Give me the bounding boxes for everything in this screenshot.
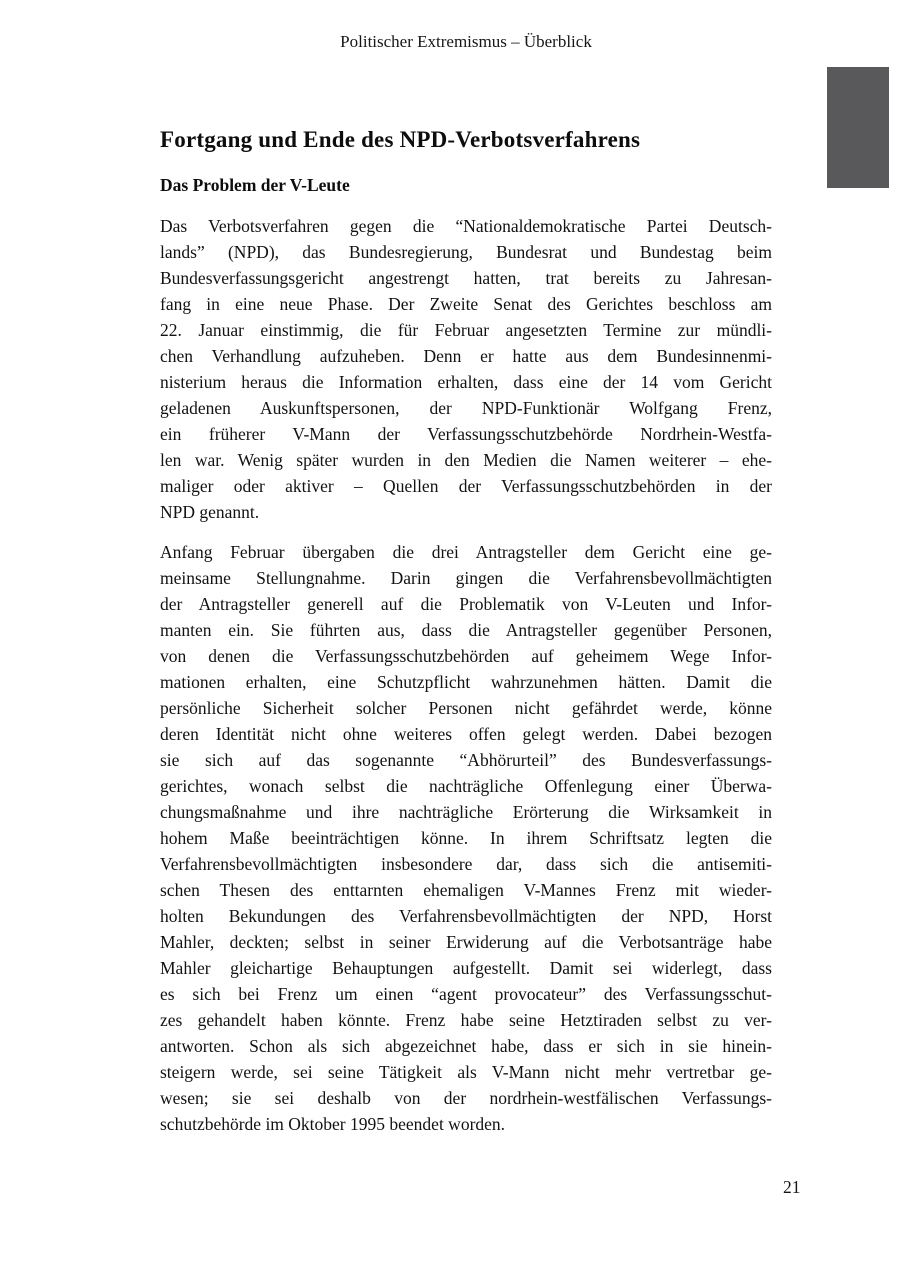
- text-line: wesen; sie sei deshalb von der nordrhein-westfälischen Verfassungs-: [160, 1088, 772, 1108]
- text-line: chen Verhandlung aufzuheben. Denn er hatte aus dem Bundesinnenmi-: [160, 346, 772, 366]
- text-line: geladenen Auskunftspersonen, der NPD-Funktionär Wolfgang Frenz,: [160, 398, 772, 418]
- text-line: NPD genannt.: [160, 502, 260, 522]
- text-line: schutzbehörde im Oktober 1995 beendet worden.: [160, 1114, 506, 1134]
- text-line: holten Bekundungen des Verfahrensbevollmächtigten der NPD, Horst: [160, 906, 772, 926]
- page-number: 21: [783, 1177, 801, 1197]
- text-line: Verfahrensbevollmächtigten insbesondere dar, dass sich die antisemiti-: [160, 854, 772, 874]
- text-line: fang in eine neue Phase. Der Zweite Senat des Gerichtes beschloss am: [160, 294, 772, 314]
- text-line: sie sich auf das sogenannte “Abhörurteil” des Bundesverfassungs-: [160, 750, 772, 770]
- text-line: gerichtes, wonach selbst die nachträgliche Offenlegung einer Überwa-: [160, 776, 772, 796]
- running-header: Politischer Extremismus – Überblick: [340, 32, 592, 51]
- text-line: zes gehandelt haben könnte. Frenz habe seine Hetztiraden selbst zu ver-: [160, 1010, 772, 1030]
- text-line: len war. Wenig später wurden in den Medien die Namen weiterer – ehe-: [160, 450, 772, 470]
- text-line: persönliche Sicherheit solcher Personen nicht gefährdet werde, könne: [160, 698, 772, 718]
- text-line: schen Thesen des enttarnten ehemaligen V-Mannes Frenz mit wieder-: [160, 880, 772, 900]
- text-line: es sich bei Frenz um einen “agent provocateur” des Verfassungsschut-: [160, 984, 772, 1004]
- text-line: mationen erhalten, eine Schutzpflicht wahrzunehmen hätten. Damit die: [160, 672, 772, 692]
- text-line: 22. Januar einstimmig, die für Februar angesetzten Termine zur mündli-: [160, 320, 772, 340]
- text-line: Mahler, deckten; selbst in seiner Erwiderung auf die Verbotsanträge habe: [160, 932, 772, 952]
- chapter-heading: Fortgang und Ende des NPD-Verbotsverfahrens: [160, 127, 641, 152]
- text-line: nisterium heraus die Information erhalten, dass eine der 14 vom Gericht: [160, 372, 772, 392]
- text-line: von denen die Verfassungsschutzbehörden auf geheimem Wege Infor-: [160, 646, 772, 666]
- section-heading: Das Problem der V-Leute: [160, 175, 350, 195]
- chapter-edge-tab: [827, 67, 889, 188]
- text-line: Bundesverfassungsgericht angestrengt hatten, trat bereits zu Jahresan-: [160, 268, 772, 288]
- text-line: deren Identität nicht ohne weiteres offen gelegt werden. Dabei bezogen: [160, 724, 772, 744]
- text-line: der Antragsteller generell auf die Problematik von V-Leuten und Infor-: [160, 594, 772, 614]
- text-line: maliger oder aktiver – Quellen der Verfassungsschutzbehörden in der: [160, 476, 772, 496]
- text-line: antworten. Schon als sich abgezeichnet habe, dass er sich in sie hinein-: [160, 1036, 772, 1056]
- text-line: chungsmaßnahme und ihre nachträgliche Erörterung die Wirksamkeit in: [160, 802, 772, 822]
- text-line: meinsame Stellungnahme. Darin gingen die Verfahrensbevollmächtigten: [160, 568, 772, 588]
- text-line: Anfang Februar übergaben die drei Antragsteller dem Gericht eine ge-: [160, 542, 772, 562]
- body-text: [160, 213, 772, 1137]
- page-content: [160, 125, 772, 1151]
- paragraph: [160, 213, 772, 525]
- text-line: Das Verbotsverfahren gegen die “Nationaldemokratische Partei Deutsch-: [160, 216, 772, 236]
- text-line: manten ein. Sie führten aus, dass die Antragsteller gegenüber Personen,: [160, 620, 772, 640]
- text-line: Mahler gleichartige Behauptungen aufgestellt. Damit sei widerlegt, dass: [160, 958, 772, 978]
- text-line: steigern werde, sei seine Tätigkeit als V-Mann nicht mehr vertretbar ge-: [160, 1062, 772, 1082]
- text-line: ein früherer V-Mann der Verfassungsschutzbehörde Nordrhein-Westfa-: [160, 424, 772, 444]
- text-line: hohem Maße beeinträchtigen könne. In ihrem Schriftsatz legten die: [160, 828, 772, 848]
- text-line: lands” (NPD), das Bundesregierung, Bundesrat und Bundestag beim: [160, 242, 772, 262]
- paragraph: [160, 539, 772, 1137]
